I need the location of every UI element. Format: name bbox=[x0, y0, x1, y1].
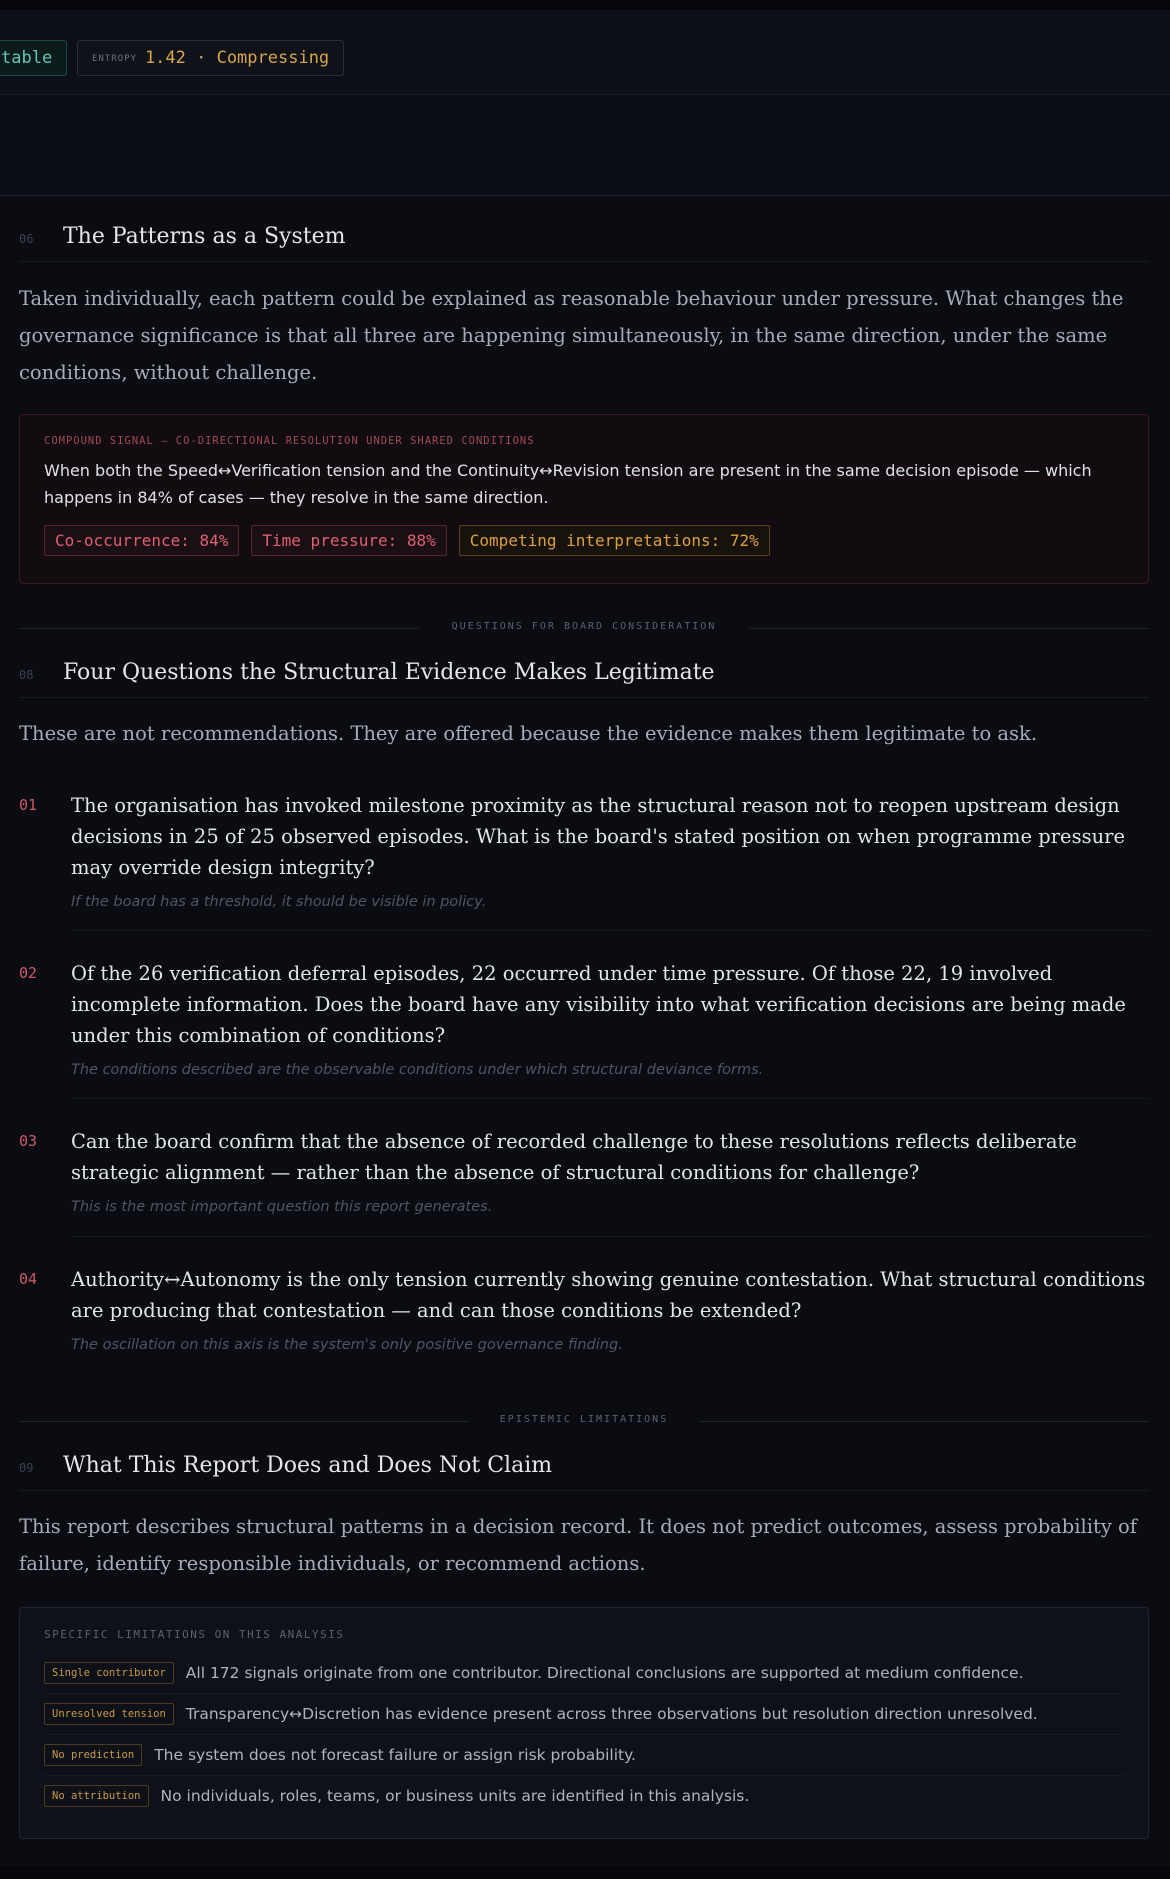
compound-signal-box bbox=[19, 414, 1149, 584]
limitation-tag: No prediction bbox=[44, 1744, 142, 1766]
question-number: 04 bbox=[19, 1270, 38, 1288]
limitation-tag: Single contributor bbox=[44, 1662, 174, 1684]
section-claims-header bbox=[19, 1453, 1149, 1491]
section-patterns-body: Taken individually, each pattern could be explained as reasonable behaviour under pressure. What changes the governance significance is that all three are happening simultaneously, in the same direction, under the same conditions, without challenge. bbox=[19, 287, 1124, 384]
question-note: The conditions described are the observable conditions under which structural deviance forms. bbox=[71, 1062, 764, 1078]
report-header bbox=[0, 10, 1170, 95]
limitation-row bbox=[44, 1735, 1124, 1776]
limitation-tag: No attribution bbox=[44, 1785, 149, 1807]
question-note: This is the most important question this report generates. bbox=[71, 1199, 493, 1215]
entropy-value: 1.42 · Compressing bbox=[144, 48, 330, 68]
limitation-tag: Unresolved tension bbox=[44, 1703, 174, 1725]
entropy-chip[interactable] bbox=[77, 40, 344, 76]
limitation-text: The system does not forecast failure or assign risk probability. bbox=[154, 1746, 636, 1764]
section-number: 09 bbox=[19, 1461, 34, 1475]
limitation-row bbox=[44, 1694, 1124, 1735]
section-title: What This Report Does and Does Not Claim bbox=[63, 1453, 553, 1478]
entropy-label: ENTROPY bbox=[92, 54, 137, 64]
section-questions-body: These are not recommendations. They are offered because the evidence makes them legitimate to ask. bbox=[19, 722, 1038, 745]
question-note: The oscillation on this axis is the system's only positive governance finding. bbox=[71, 1337, 623, 1353]
question-text: Of the 26 verification deferral episodes, 22 occurred under time pressure. Of those 22, 19 involved incomplete information. Does the board have any visibility into what verification decisions are being made under this combination of conditions? bbox=[71, 962, 1126, 1047]
question-text: Can the board confirm that the absence of recorded challenge to these resolutions reflects deliberate strategic alignment — rather than the absence of structural conditions for challenge? bbox=[71, 1130, 1077, 1184]
section-number: 06 bbox=[19, 232, 34, 246]
compound-signal-tags bbox=[44, 525, 1124, 556]
limitation-row bbox=[44, 1776, 1124, 1816]
divider-questions-label: QUESTIONS FOR BOARD CONSIDERATION bbox=[451, 621, 717, 632]
limitations-box bbox=[19, 1607, 1149, 1839]
header-band bbox=[0, 95, 1170, 196]
question-text: Authority↔Autonomy is the only tension currently showing genuine contestation. What structural conditions are producing that contestation — and can those conditions be extended? bbox=[71, 1268, 1146, 1322]
state-chip[interactable]: table bbox=[0, 40, 67, 76]
limitation-text: No individuals, roles, teams, or business units are identified in this analysis. bbox=[160, 1787, 750, 1805]
section-claims-body: This report describes structural patterns in a decision record. It does not predict outcomes, assess probability of failure, identify responsible individuals, or recommend actions. bbox=[19, 1515, 1138, 1575]
question-number: 02 bbox=[19, 964, 38, 982]
divider-limitations-label: EPISTEMIC LIMITATIONS bbox=[499, 1414, 669, 1425]
section-number: 08 bbox=[19, 668, 34, 682]
compound-signal-label: COMPOUND SIGNAL — CO-DIRECTIONAL RESOLUTION UNDER SHARED CONDITIONS bbox=[44, 435, 535, 447]
tag-co-occurrence: Co-occurrence: 84% bbox=[44, 525, 239, 556]
compound-signal-text: When both the Speed↔Verification tension and the Continuity↔Revision tension are present in the same decision episode — which happens in 84% of cases — they resolve in the same direction. bbox=[44, 461, 1092, 507]
limitation-row bbox=[44, 1653, 1124, 1694]
limitation-text: Transparency↔Discretion has evidence present across three observations but resolution direction unresolved. bbox=[185, 1705, 1038, 1723]
bottom-strip bbox=[0, 1866, 1170, 1879]
section-patterns-header bbox=[19, 224, 1149, 262]
divider-limitations bbox=[19, 1414, 1149, 1428]
section-questions-header bbox=[19, 660, 1149, 698]
question-number: 01 bbox=[19, 796, 38, 814]
tag-time-pressure: Time pressure: 88% bbox=[251, 525, 446, 556]
question-note: If the board has a threshold, it should be visible in policy. bbox=[71, 894, 487, 910]
divider-questions bbox=[19, 621, 1149, 635]
section-title: The Patterns as a System bbox=[63, 224, 346, 249]
section-title: Four Questions the Structural Evidence Makes Legitimate bbox=[63, 660, 715, 685]
limitation-text: All 172 signals originate from one contributor. Directional conclusions are supported at medium confidence. bbox=[185, 1664, 1024, 1682]
question-number: 03 bbox=[19, 1132, 38, 1150]
tag-competing-interpretations: Competing interpretations: 72% bbox=[459, 525, 770, 556]
limitations-label: SPECIFIC LIMITATIONS ON THIS ANALYSIS bbox=[44, 1628, 345, 1641]
question-text: The organisation has invoked milestone proximity as the structural reason not to reopen upstream design decisions in 25 of 25 observed episodes. What is the board's stated position on when programme pressure may override design integrity? bbox=[71, 794, 1125, 879]
